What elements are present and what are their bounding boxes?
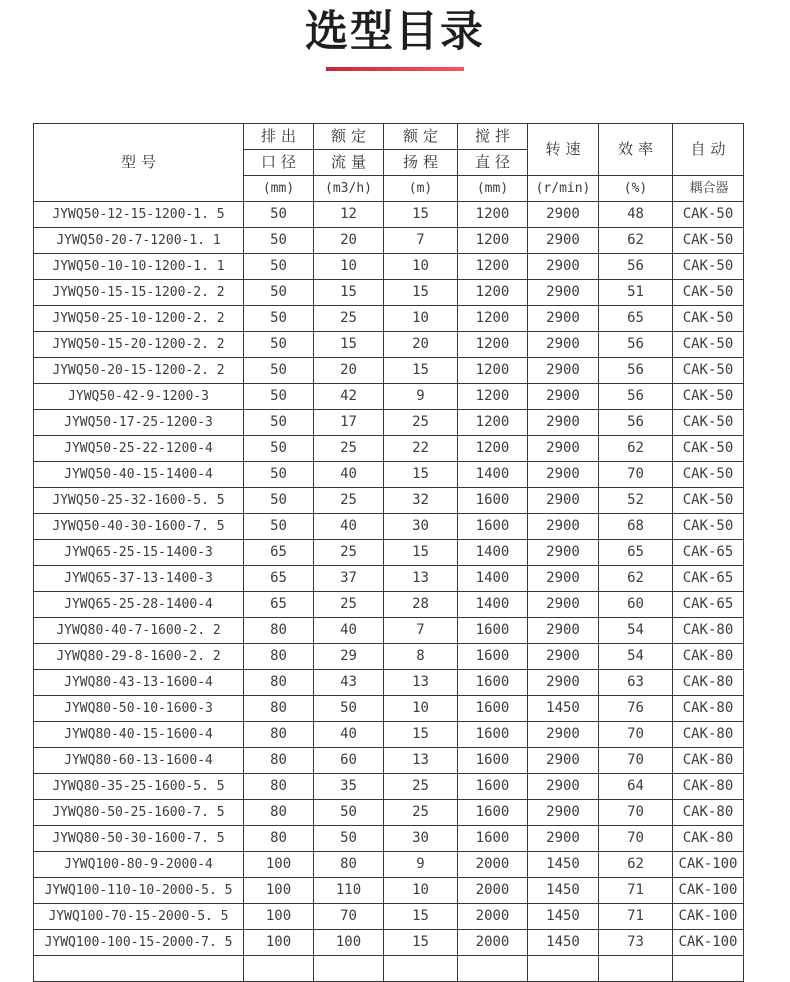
- table-cell: 2000: [458, 852, 528, 878]
- table-cell: 28: [384, 592, 458, 618]
- table-cell: 80: [244, 618, 314, 644]
- table-cell: 12: [314, 202, 384, 228]
- header-mixdia-line2: 直径: [458, 150, 528, 176]
- table-cell: 100: [244, 930, 314, 956]
- model-cell: JYWQ50-12-15-1200-1. 5: [34, 202, 244, 228]
- table-cell: CAK-80: [673, 748, 744, 774]
- table-cell: 2900: [528, 514, 599, 540]
- table-cell: 20: [384, 332, 458, 358]
- table-cell: 1600: [458, 748, 528, 774]
- table-cell: 1200: [458, 228, 528, 254]
- table-cell: 20: [314, 358, 384, 384]
- model-cell: JYWQ50-17-25-1200-3: [34, 410, 244, 436]
- table-cell: 70: [314, 904, 384, 930]
- table-cell: 43: [314, 670, 384, 696]
- table-row: [34, 800, 744, 826]
- table-cell: 65: [244, 592, 314, 618]
- table-cell: CAK-50: [673, 436, 744, 462]
- table-cell: 64: [599, 774, 673, 800]
- table-cell: 1200: [458, 280, 528, 306]
- table-row: [34, 280, 744, 306]
- table-cell: [673, 956, 744, 982]
- table-cell: 50: [244, 332, 314, 358]
- model-cell: JYWQ80-50-30-1600-7. 5: [34, 826, 244, 852]
- table-cell: [458, 956, 528, 982]
- table-row: [34, 254, 744, 280]
- table-cell: 7: [384, 618, 458, 644]
- table-cell: 62: [599, 566, 673, 592]
- table-cell: 15: [384, 904, 458, 930]
- table-cell: CAK-80: [673, 670, 744, 696]
- table-cell: 1600: [458, 644, 528, 670]
- table-cell: 15: [314, 280, 384, 306]
- table-cell: 15: [384, 722, 458, 748]
- table-cell: 10: [384, 878, 458, 904]
- table-cell: CAK-50: [673, 254, 744, 280]
- table-cell: 15: [384, 540, 458, 566]
- table-row: [34, 774, 744, 800]
- table-cell: 30: [384, 514, 458, 540]
- model-cell: JYWQ50-25-32-1600-5. 5: [34, 488, 244, 514]
- header-flow-line1: 额定: [314, 124, 384, 150]
- model-cell: JYWQ80-35-25-1600-5. 5: [34, 774, 244, 800]
- header-head-unit: (m): [384, 176, 458, 202]
- table-cell: CAK-80: [673, 800, 744, 826]
- table-cell: 76: [599, 696, 673, 722]
- table-cell: 80: [244, 670, 314, 696]
- table-cell: 2900: [528, 826, 599, 852]
- table-cell: CAK-50: [673, 384, 744, 410]
- table-cell: 1450: [528, 878, 599, 904]
- table-cell: 100: [244, 904, 314, 930]
- table-cell: 25: [384, 410, 458, 436]
- table-cell: 1400: [458, 462, 528, 488]
- table-cell: 2000: [458, 930, 528, 956]
- table-cell: 40: [314, 618, 384, 644]
- table-cell: 50: [314, 800, 384, 826]
- table-cell: 1200: [458, 410, 528, 436]
- header-model: 型号: [34, 124, 244, 202]
- table-row: [34, 722, 744, 748]
- table-row-partial: [34, 956, 744, 982]
- table-cell: CAK-50: [673, 228, 744, 254]
- table-row: [34, 514, 744, 540]
- table-cell: 50: [244, 384, 314, 410]
- table-cell: 70: [599, 748, 673, 774]
- table-cell: 50: [244, 280, 314, 306]
- table-body: [34, 202, 744, 982]
- table-cell: 2900: [528, 800, 599, 826]
- table-cell: 8: [384, 644, 458, 670]
- table-cell: 1450: [528, 852, 599, 878]
- table-cell: CAK-80: [673, 696, 744, 722]
- model-cell: JYWQ65-25-28-1400-4: [34, 592, 244, 618]
- header-head-line2: 扬程: [384, 150, 458, 176]
- model-cell: JYWQ80-40-7-1600-2. 2: [34, 618, 244, 644]
- model-cell: JYWQ50-20-7-1200-1. 1: [34, 228, 244, 254]
- table-cell: 40: [314, 722, 384, 748]
- header-flow-unit: (m3/h): [314, 176, 384, 202]
- model-cell: JYWQ80-29-8-1600-2. 2: [34, 644, 244, 670]
- table-cell: 50: [244, 488, 314, 514]
- header-outlet-unit: (mm): [244, 176, 314, 202]
- table-row: [34, 332, 744, 358]
- header-head-line1: 额定: [384, 124, 458, 150]
- table-cell: 1400: [458, 566, 528, 592]
- table-cell: [528, 956, 599, 982]
- table-cell: 70: [599, 462, 673, 488]
- table-row: [34, 618, 744, 644]
- table-cell: 2000: [458, 878, 528, 904]
- header-auto-coupler: 自动: [673, 124, 744, 176]
- table-cell: 73: [599, 930, 673, 956]
- table-cell: 15: [384, 280, 458, 306]
- table-row: [34, 904, 744, 930]
- table-cell: 1200: [458, 202, 528, 228]
- table-cell: 50: [244, 358, 314, 384]
- table-cell: 54: [599, 644, 673, 670]
- table-row: [34, 592, 744, 618]
- table-cell: 51: [599, 280, 673, 306]
- model-cell: JYWQ50-10-10-1200-1. 1: [34, 254, 244, 280]
- table-cell: 1400: [458, 540, 528, 566]
- table-cell: 52: [599, 488, 673, 514]
- table-header: [34, 124, 744, 202]
- table-cell: 32: [384, 488, 458, 514]
- table-cell: 2900: [528, 332, 599, 358]
- table-cell: CAK-65: [673, 592, 744, 618]
- table-cell: CAK-65: [673, 540, 744, 566]
- table-cell: 1450: [528, 930, 599, 956]
- table-cell: 13: [384, 748, 458, 774]
- table-cell: 2900: [528, 280, 599, 306]
- table-row: [34, 644, 744, 670]
- table-cell: [599, 956, 673, 982]
- table-cell: CAK-50: [673, 358, 744, 384]
- model-cell: JYWQ50-15-20-1200-2. 2: [34, 332, 244, 358]
- table-row: [34, 930, 744, 956]
- table-cell: 2900: [528, 774, 599, 800]
- table-cell: CAK-50: [673, 306, 744, 332]
- header-flow-line2: 流量: [314, 150, 384, 176]
- table-cell: 15: [384, 202, 458, 228]
- table-cell: 110: [314, 878, 384, 904]
- table-cell: 1600: [458, 618, 528, 644]
- table-cell: 56: [599, 332, 673, 358]
- table-cell: CAK-50: [673, 202, 744, 228]
- table-cell: 1600: [458, 488, 528, 514]
- table-row: [34, 748, 744, 774]
- table-row: [34, 696, 744, 722]
- table-row: [34, 670, 744, 696]
- table-row: [34, 228, 744, 254]
- table-cell: 1600: [458, 670, 528, 696]
- header-outlet-line2: 口径: [244, 150, 314, 176]
- table-cell: 50: [244, 306, 314, 332]
- table-cell: 2900: [528, 618, 599, 644]
- table-cell: [34, 956, 244, 982]
- table-cell: 25: [384, 774, 458, 800]
- table-cell: 1200: [458, 332, 528, 358]
- table-cell: 2900: [528, 228, 599, 254]
- table-row: [34, 826, 744, 852]
- table-cell: 42: [314, 384, 384, 410]
- table-cell: 56: [599, 254, 673, 280]
- table-cell: 1600: [458, 514, 528, 540]
- table-cell: 1200: [458, 436, 528, 462]
- table-cell: CAK-50: [673, 462, 744, 488]
- table-cell: 100: [244, 878, 314, 904]
- table-cell: 1400: [458, 592, 528, 618]
- table-cell: CAK-100: [673, 904, 744, 930]
- model-cell: JYWQ50-40-15-1400-4: [34, 462, 244, 488]
- table-cell: 10: [314, 254, 384, 280]
- table-cell: 68: [599, 514, 673, 540]
- table-cell: 2900: [528, 670, 599, 696]
- table-cell: 2900: [528, 722, 599, 748]
- model-cell: JYWQ50-42-9-1200-3: [34, 384, 244, 410]
- table-cell: CAK-50: [673, 514, 744, 540]
- table-cell: 15: [314, 332, 384, 358]
- model-cell: JYWQ100-70-15-2000-5. 5: [34, 904, 244, 930]
- table-cell: 50: [244, 462, 314, 488]
- table-row: [34, 488, 744, 514]
- table-cell: 1200: [458, 384, 528, 410]
- table-cell: 1200: [458, 358, 528, 384]
- table-cell: 1600: [458, 774, 528, 800]
- table-cell: 70: [599, 826, 673, 852]
- table-cell: 2900: [528, 202, 599, 228]
- table-cell: 2900: [528, 488, 599, 514]
- table-cell: 62: [599, 436, 673, 462]
- table-cell: 80: [244, 800, 314, 826]
- table-row: [34, 462, 744, 488]
- table-cell: CAK-80: [673, 774, 744, 800]
- table-cell: 25: [314, 306, 384, 332]
- table-cell: 71: [599, 904, 673, 930]
- header-speed: 转速: [528, 124, 599, 176]
- table-cell: 65: [244, 540, 314, 566]
- table-cell: 15: [384, 358, 458, 384]
- table-cell: 71: [599, 878, 673, 904]
- table-cell: 17: [314, 410, 384, 436]
- table-cell: 1600: [458, 826, 528, 852]
- header-outlet-line1: 排出: [244, 124, 314, 150]
- model-cell: JYWQ50-40-30-1600-7. 5: [34, 514, 244, 540]
- table-cell: 2900: [528, 358, 599, 384]
- table-cell: 10: [384, 254, 458, 280]
- table-cell: CAK-80: [673, 618, 744, 644]
- table-cell: CAK-80: [673, 826, 744, 852]
- model-cell: JYWQ100-110-10-2000-5. 5: [34, 878, 244, 904]
- table-cell: [244, 956, 314, 982]
- table-cell: 10: [384, 696, 458, 722]
- table-cell: 65: [599, 540, 673, 566]
- model-cell: JYWQ80-60-13-1600-4: [34, 748, 244, 774]
- header-efficiency: 效率: [599, 124, 673, 176]
- table-cell: 15: [384, 930, 458, 956]
- header-efficiency-unit: (%): [599, 176, 673, 202]
- table-cell: 25: [314, 592, 384, 618]
- table-cell: 40: [314, 514, 384, 540]
- table-cell: 10: [384, 306, 458, 332]
- table-cell: 100: [314, 930, 384, 956]
- header-speed-unit: (r/min): [528, 176, 599, 202]
- model-cell: JYWQ65-25-15-1400-3: [34, 540, 244, 566]
- table-cell: 2900: [528, 644, 599, 670]
- table-cell: [314, 956, 384, 982]
- model-cell: JYWQ65-37-13-1400-3: [34, 566, 244, 592]
- table-cell: CAK-50: [673, 332, 744, 358]
- table-row: [34, 540, 744, 566]
- selection-table: [33, 123, 744, 982]
- table-cell: 2900: [528, 592, 599, 618]
- table-cell: 1600: [458, 800, 528, 826]
- table-cell: 60: [599, 592, 673, 618]
- table-cell: 20: [314, 228, 384, 254]
- table-cell: 80: [244, 774, 314, 800]
- table-cell: 2900: [528, 436, 599, 462]
- table-cell: CAK-50: [673, 280, 744, 306]
- table-cell: CAK-50: [673, 488, 744, 514]
- model-cell: JYWQ50-15-15-1200-2. 2: [34, 280, 244, 306]
- table-cell: 1200: [458, 306, 528, 332]
- table-cell: 40: [314, 462, 384, 488]
- table-row: [34, 306, 744, 332]
- table-cell: 2000: [458, 904, 528, 930]
- table-cell: 80: [244, 696, 314, 722]
- table-row: [34, 436, 744, 462]
- table-cell: 2900: [528, 410, 599, 436]
- table-cell: 25: [314, 488, 384, 514]
- table-cell: 2900: [528, 540, 599, 566]
- table-cell: CAK-65: [673, 566, 744, 592]
- table-row: [34, 202, 744, 228]
- header-coupler-unit: 耦合器: [673, 176, 744, 202]
- table-cell: 30: [384, 826, 458, 852]
- table-cell: 1600: [458, 722, 528, 748]
- table-cell: 50: [244, 514, 314, 540]
- table-cell: 56: [599, 410, 673, 436]
- table-cell: CAK-80: [673, 722, 744, 748]
- table-cell: 50: [244, 410, 314, 436]
- table-cell: 50: [314, 826, 384, 852]
- table-cell: 15: [384, 462, 458, 488]
- table-cell: 56: [599, 384, 673, 410]
- table-cell: 2900: [528, 748, 599, 774]
- table-row: [34, 384, 744, 410]
- title-underline: [326, 67, 464, 71]
- table-cell: 80: [244, 748, 314, 774]
- table-cell: 62: [599, 228, 673, 254]
- table-cell: 1200: [458, 254, 528, 280]
- table-cell: CAK-100: [673, 852, 744, 878]
- table-cell: 50: [244, 254, 314, 280]
- table-cell: 22: [384, 436, 458, 462]
- table-cell: 9: [384, 852, 458, 878]
- model-cell: JYWQ80-50-25-1600-7. 5: [34, 800, 244, 826]
- table-row: [34, 358, 744, 384]
- page-title: 选型目录: [305, 7, 485, 57]
- table-cell: 1600: [458, 696, 528, 722]
- table-cell: 29: [314, 644, 384, 670]
- model-cell: JYWQ100-80-9-2000-4: [34, 852, 244, 878]
- table-cell: 1450: [528, 904, 599, 930]
- table-cell: 56: [599, 358, 673, 384]
- table-cell: CAK-100: [673, 878, 744, 904]
- table-cell: CAK-50: [673, 410, 744, 436]
- table-cell: 100: [244, 852, 314, 878]
- table-row: [34, 878, 744, 904]
- table-cell: 70: [599, 800, 673, 826]
- table-cell: 2900: [528, 462, 599, 488]
- table-cell: 63: [599, 670, 673, 696]
- table-cell: 62: [599, 852, 673, 878]
- table-cell: 35: [314, 774, 384, 800]
- table-cell: 2900: [528, 384, 599, 410]
- table-cell: 65: [244, 566, 314, 592]
- table-cell: 2900: [528, 566, 599, 592]
- table-cell: 60: [314, 748, 384, 774]
- table-cell: 37: [314, 566, 384, 592]
- table-row: [34, 852, 744, 878]
- table-cell: 25: [384, 800, 458, 826]
- table-cell: 13: [384, 670, 458, 696]
- table-cell: 50: [314, 696, 384, 722]
- model-cell: JYWQ80-50-10-1600-3: [34, 696, 244, 722]
- table-cell: 80: [244, 644, 314, 670]
- header-mixdia-line1: 搅拌: [458, 124, 528, 150]
- header-row-1: [34, 124, 744, 150]
- table-cell: 65: [599, 306, 673, 332]
- table-cell: 25: [314, 540, 384, 566]
- table-row: [34, 566, 744, 592]
- table-cell: 9: [384, 384, 458, 410]
- table-cell: 13: [384, 566, 458, 592]
- table-cell: 2900: [528, 306, 599, 332]
- table-cell: 7: [384, 228, 458, 254]
- table-cell: 50: [244, 228, 314, 254]
- table-cell: 1450: [528, 696, 599, 722]
- table-cell: 50: [244, 436, 314, 462]
- table-cell: CAK-100: [673, 930, 744, 956]
- model-cell: JYWQ100-100-15-2000-7. 5: [34, 930, 244, 956]
- table-cell: 25: [314, 436, 384, 462]
- table-cell: 50: [244, 202, 314, 228]
- table-cell: 2900: [528, 254, 599, 280]
- table-cell: CAK-80: [673, 644, 744, 670]
- table-cell: 80: [244, 826, 314, 852]
- table-cell: 80: [244, 722, 314, 748]
- table-cell: 80: [314, 852, 384, 878]
- table-cell: 54: [599, 618, 673, 644]
- table-cell: 70: [599, 722, 673, 748]
- table-cell: [384, 956, 458, 982]
- table-cell: 48: [599, 202, 673, 228]
- model-cell: JYWQ50-20-15-1200-2. 2: [34, 358, 244, 384]
- model-cell: JYWQ80-40-15-1600-4: [34, 722, 244, 748]
- table-row: [34, 410, 744, 436]
- model-cell: JYWQ50-25-10-1200-2. 2: [34, 306, 244, 332]
- model-cell: JYWQ80-43-13-1600-4: [34, 670, 244, 696]
- header-mixdia-unit: (mm): [458, 176, 528, 202]
- model-cell: JYWQ50-25-22-1200-4: [34, 436, 244, 462]
